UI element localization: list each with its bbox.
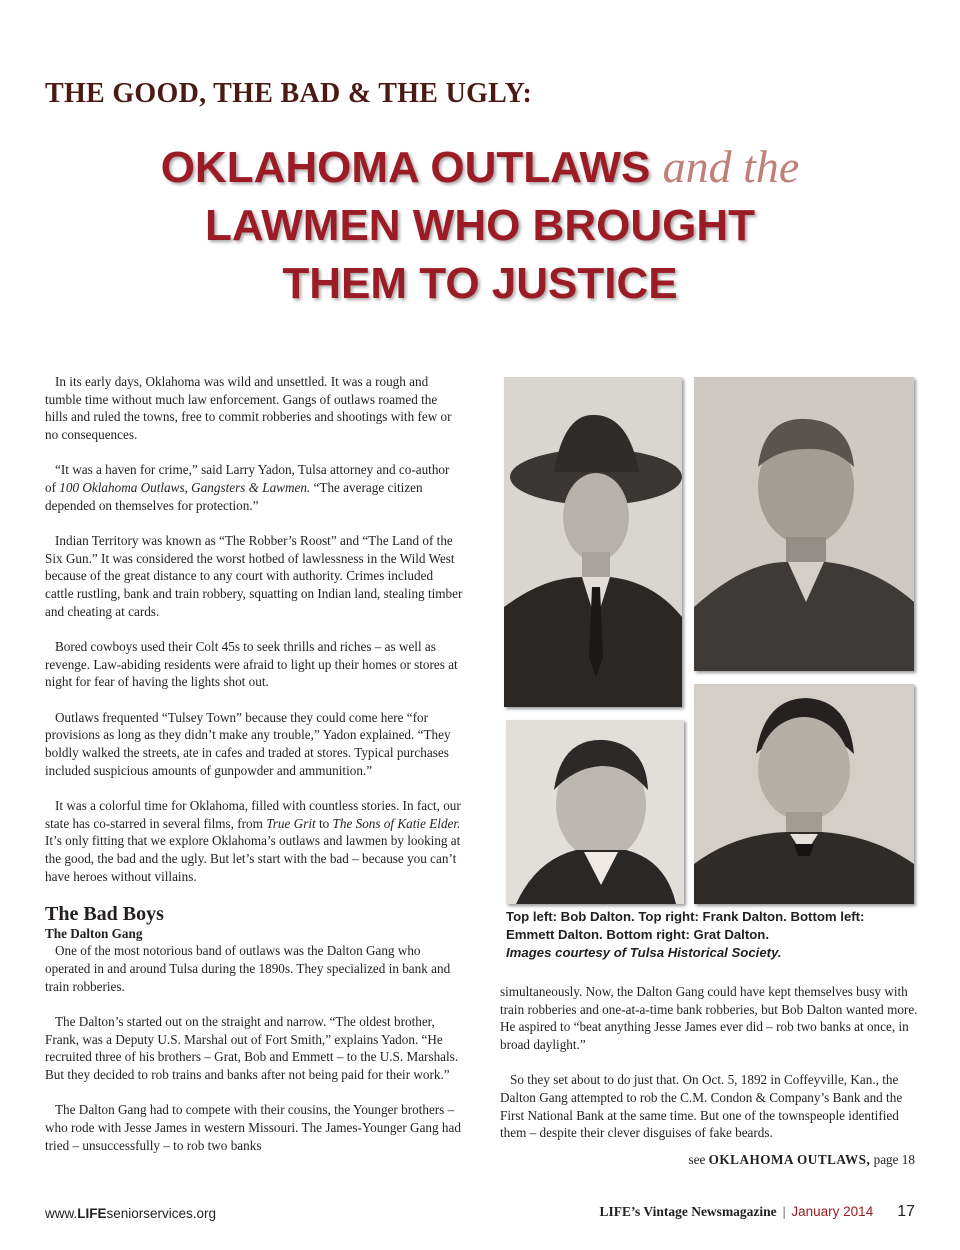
footer-url[interactable]: www.LIFEseniorservices.org — [45, 1206, 217, 1221]
page-number: 17 — [897, 1203, 915, 1220]
headline-line2: LAWMEN WHO BROUGHT — [205, 201, 755, 250]
headline — [60, 138, 900, 313]
photo-caption — [506, 908, 916, 962]
paragraph: Indian Territory was known as “The Robber’s Roost” and “The Land of the Six Gun.” It was considered the worst hotbed of lawlessness in the Wild West because of the great distance to any court with authority. Crimes included cattle rustling, bank and train robbery, squatting on Indian land, stealing timber and cheating at cards. — [45, 532, 463, 619]
paragraph: The Dalton Gang had to compete with their cousins, the Younger brothers – who rode with Jesse James in western Missouri. The James-Younger Gang had tried – unsuccessfully – to rob two banks — [45, 1102, 461, 1153]
book-title: 100 Oklahoma Outlaws, Gangsters & Lawmen. — [59, 480, 311, 496]
headline-line3: THEM TO JUSTICE — [282, 259, 678, 308]
headline-italic: and the — [662, 141, 800, 192]
paragraph: Bored cowboys used their Colt 45s to seek thrills and riches – as well as revenge. Law-abiding residents were afraid to light up their homes or stores at night for fear of having the lights shot out. — [45, 638, 458, 690]
paragraph: The Dalton’s started out on the straight and narrow. “The oldest brother, Frank, was a Deputy U.S. Marshal out of Fort Smith,” explains Yadon. “He recruited three of his brothers – Grat, Bob and Emmett – to the U.S. Marshals. But they decided to rob trains and banks after not being paid for their work.” — [45, 1013, 459, 1083]
footer-info — [599, 1203, 915, 1221]
continued-reference: see OKLAHOMA OUTLAWS, page 18 — [688, 1152, 915, 1167]
headline-line1: OKLAHOMA OUTLAWS — [160, 143, 651, 192]
paragraph: simultaneously. Now, the Dalton Gang could have kept themselves busy with train robberies and one-at-a-time bank robberies, but Bob Dalton wanted more. He aspired to “beat anything Jesse James ever did – rob two banks at once, in broad daylight.” — [500, 984, 918, 1053]
paragraph: In its early days, Oklahoma was wild and unsettled. It was a rough and tumble time without much law enforcement. Gangs of outlaws roamed the hills and ruled the towns, free to commit robberies and shootings with few or no consequences. — [45, 374, 452, 443]
paragraph: One of the most notorious band of outlaws was the Dalton Gang who operated in and around Tulsa during the 1890s. They specialized in bank and train robberies. — [45, 943, 451, 994]
section-heading: The Bad Boys — [45, 903, 164, 926]
kicker-title: THE GOOD, THE BAD & THE UGLY: — [45, 78, 533, 109]
film-title: True Grit — [266, 815, 316, 831]
film-title: The Sons of Katie Elder. — [332, 815, 461, 831]
right-column — [500, 983, 918, 1160]
photo-emmett-dalton — [506, 720, 684, 904]
magazine-name: LIFE’s Vintage Newsmagazine — [599, 1204, 777, 1219]
paragraph: So they set about to do just that. On Oct. 5, 1892 in Coffeyville, Kan., the Dalton Gang attempted to rob the C.M. Condon & Company’s Bank and the First National Bank at the same time. But one of the townspeople identified them – despite their clever disguises of fake beards. — [500, 1072, 903, 1141]
paragraph: “It was a haven for crime,” said Larry Yadon, Tulsa attorney and co-author of 100 Oklahoma Outlaws, Gangsters & Lawmen. “The average citizen depended on themselves for protection.” — [45, 462, 450, 513]
paragraph: It was a colorful time for Oklahoma, filled with countless stories. In fact, our state has co-starred in several films, from True Grit to The Sons of Katie Elder. It’s only fitting that we explore Oklahoma’s outlaws and lawmen by looking at the good, the bad and the ugly. But let’s start with the bad – because you can’t have heroes without villains. — [45, 797, 461, 884]
issue-month: January 2014 — [791, 1204, 874, 1219]
paragraph: Outlaws frequented “Tulsey Town” because they could come here “for provisions as long as they didn’t make any trouble,” Yadon explained. “They boldly walked the streets, ate in cafes and traded at stores. Typical purchases included suspicious amounts of gunpowder and ammunition.” — [45, 709, 451, 778]
footer-separator: | — [782, 1204, 786, 1219]
continued-title: OKLAHOMA OUTLAWS, — [708, 1152, 871, 1167]
caption-text: Top left: Bob Dalton. Top right: Frank Dalton. Bottom left: Emmett Dalton. Bottom right: Grat Dalton. — [506, 909, 865, 942]
subheading: The Dalton Gang — [45, 926, 143, 942]
caption-credit: Images courtesy of Tulsa Historical Society. — [506, 945, 782, 960]
photo-grat-dalton — [694, 684, 914, 904]
photo-frank-dalton — [694, 377, 914, 671]
photo-bob-dalton — [504, 377, 682, 707]
left-column — [45, 373, 463, 1172]
